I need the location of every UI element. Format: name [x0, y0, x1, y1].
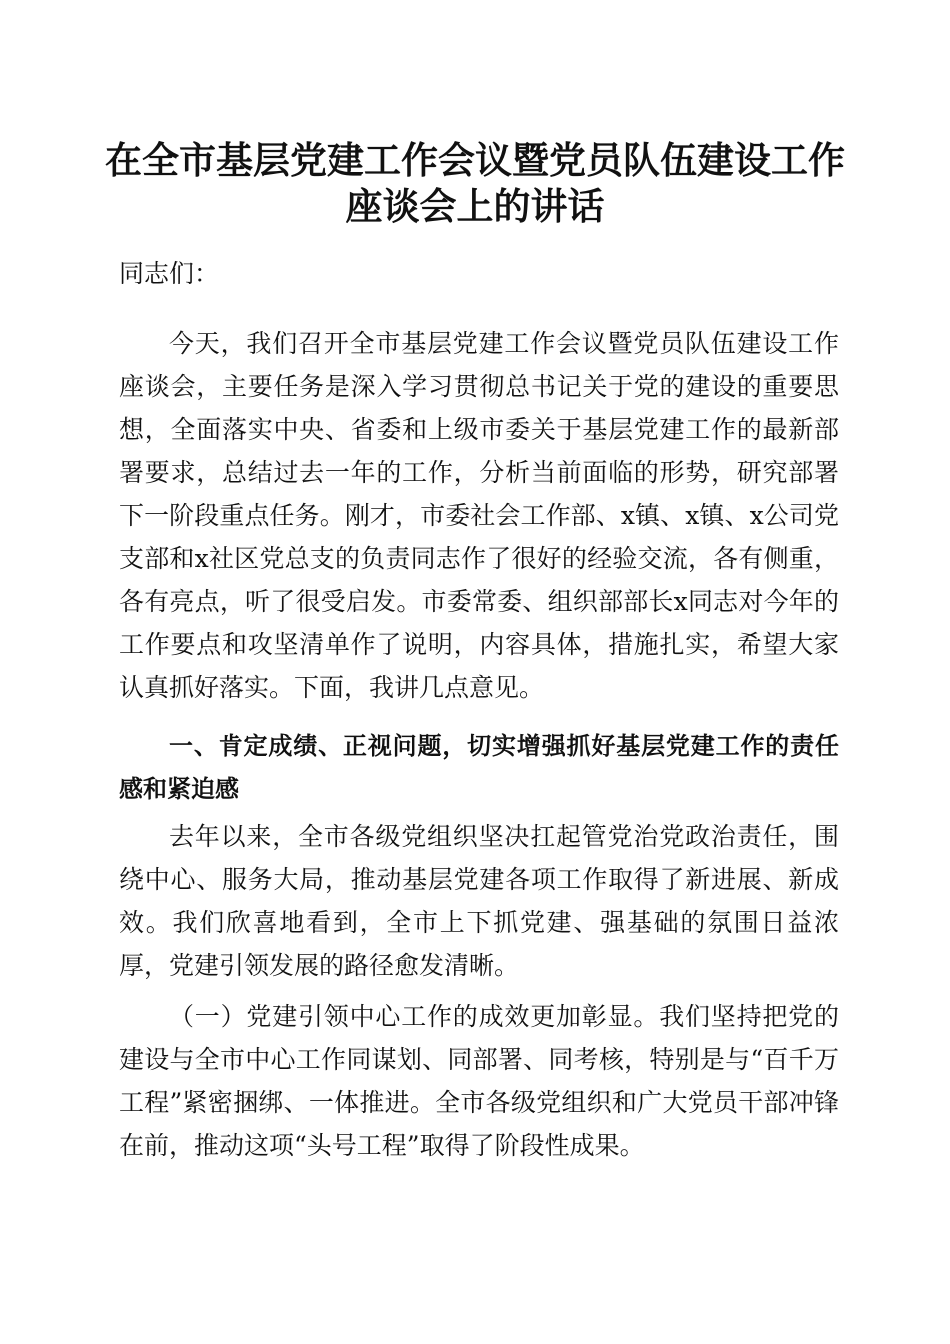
paragraph-subsection-1: （一）党建引领中心工作的成效更加彰显。我们坚持把党的建设与全市中心工作同谋划、同部署、同考核，特别是与“百千万工程”紧密捆绑、一体推进。全市各级党组织和广大党员干部冲锋在前，推动这项“头号工程”取得了阶段性成果。 — [119, 1002, 839, 1160]
paragraph-opening: 今天，我们召开全市基层党建工作会议暨党员队伍建设工作座谈会，主要任务是深入学习贯彻总书记关于党的建设的重要思想，全面落实中央、省委和上级市委关于基层党建工作的最新部署要求，总结过去一年的工作，分析当前面临的形势，研究部署下一阶段重点任务。刚才，市委社会工作部、x镇、x镇、x公司党支部和x社区党总支的负责同志作了很好的经验交流，各有侧重，各有亮点，听了很受启发。市委常委、组织部部长x同志对今年的工作要点和攻坚清单作了说明，内容具体，措施扎实，希望大家认真抓好落实。下面，我讲几点意见。 — [119, 329, 839, 702]
section-heading-1: 一、肯定成绩、正视问题，切实增强抓好基层党建工作的责任感和紧迫感 — [119, 732, 839, 803]
document-title-line-2: 座谈会上的讲话 — [345, 184, 605, 228]
document-title-line-1: 在全市基层党建工作会议暨党员队伍建设工作 — [105, 138, 845, 182]
paragraph-achievements: 去年以来，全市各级党组织坚决扛起管党治党政治责任，围绕中心、服务大局，推动基层党建各项工作取得了新进展、新成效。我们欣喜地看到，全市上下抓党建、强基础的氛围日益浓厚，党建引领发展的路径愈发清晰。 — [119, 822, 839, 980]
salutation: 同志们： — [119, 259, 220, 288]
